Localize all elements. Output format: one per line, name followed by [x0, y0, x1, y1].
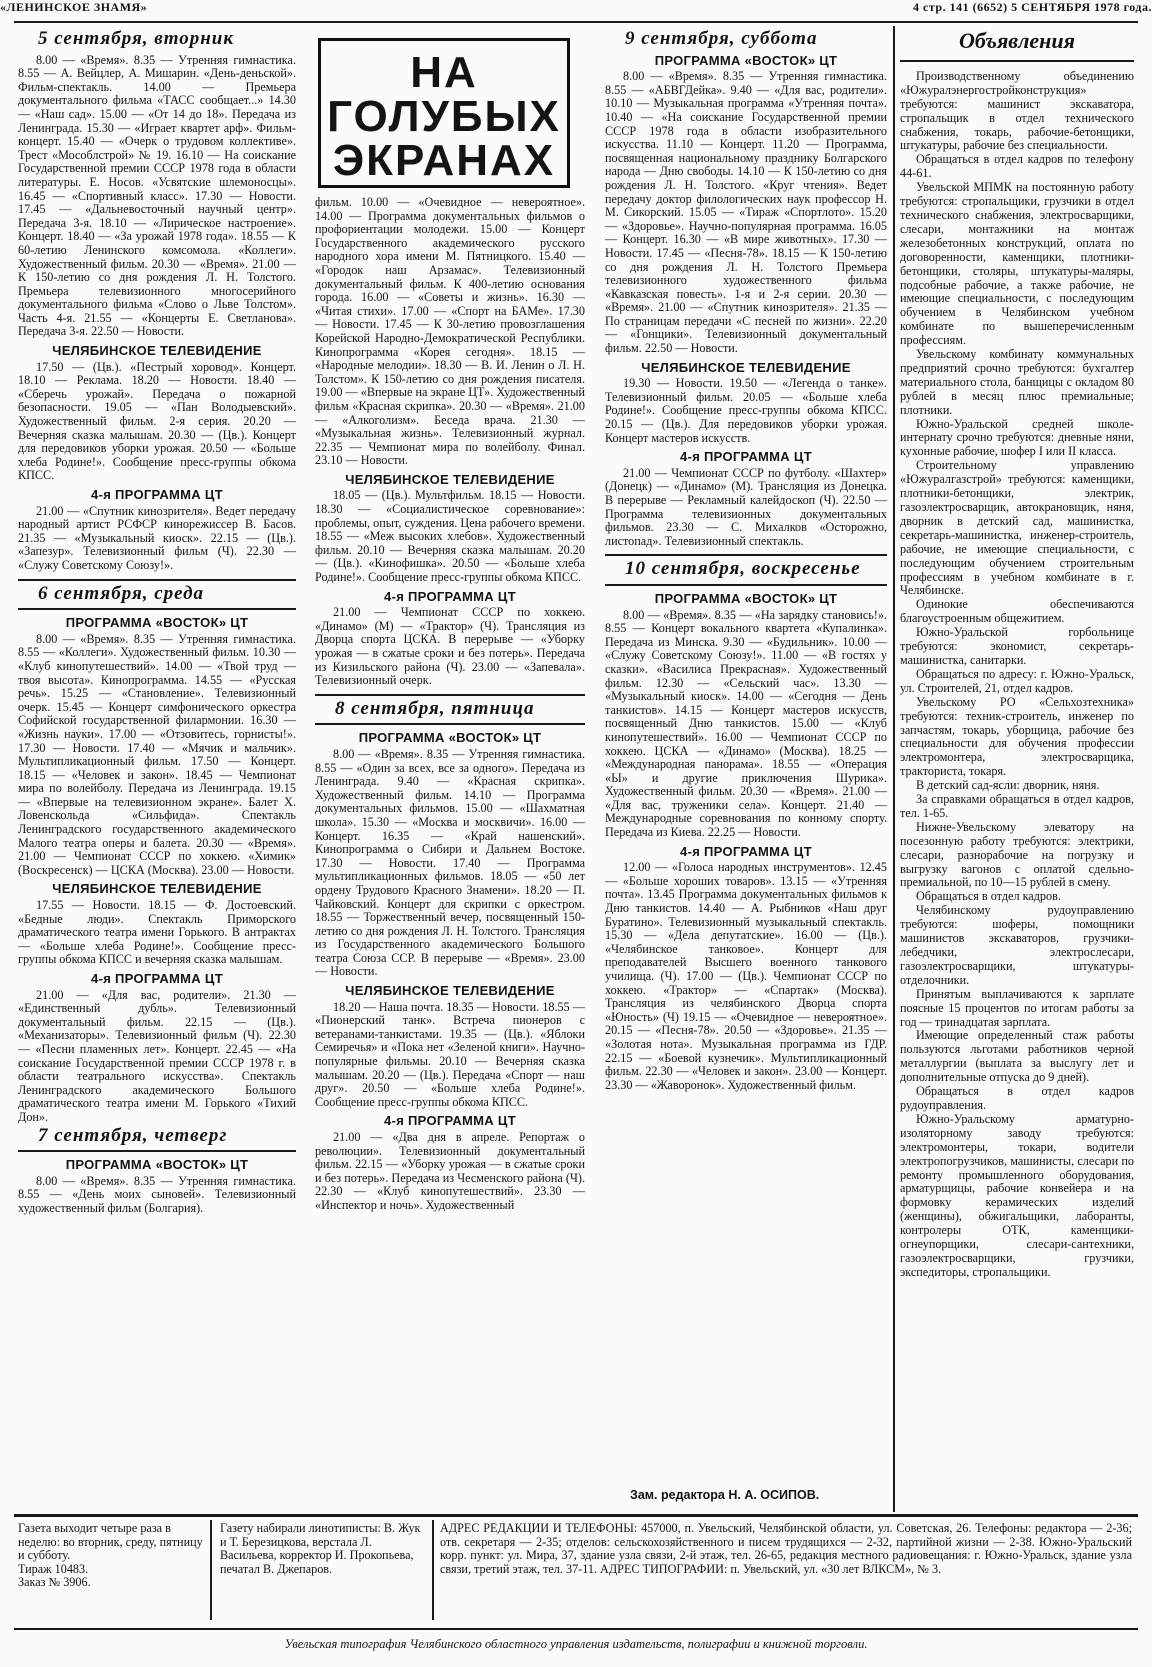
- announcement: Нижне-Увельскому элеватору на посезонную работу требуются: электрики, слесари, разнорабочие на погрузку и выгрузку вагонов с оплатой сдельно-премиальной, по 10—15 рублей в смену.: [900, 819, 1134, 890]
- announcements-title: Объявления: [959, 28, 1075, 53]
- title-line: НА: [410, 48, 478, 97]
- section-divider: [605, 554, 887, 556]
- announcement: Увельской МПМК на постоянную работу требуются: стропальщики, грузчики в отдел технического снабжения, электросварщики, слесари, монтажники на монтаж железобетонных конструкций, оплата по договоренности, каменщики, плотники-бетонщики, столяры, штукатуры-маляры, подсобные рабочие, а также рабочие, не имеющие специальности, с последующим обучением в Челябинском учебном комбинате по вышеперечисленным профессиям.: [900, 180, 1134, 348]
- program-heading: 4-я ПРОГРАММА ЦТ: [680, 843, 812, 859]
- footer-typesetters: Газету набирали линотиписты: В. Жук и Т. Березицкова, верстала Л. Васильева, корректор И. Прокопьева, печатал В. Джепаров.: [220, 1521, 421, 1576]
- program-heading: ПРОГРАММА «ВОСТОК» ЦТ: [654, 590, 838, 606]
- announcement: Принятым выплачиваются к зарплате поясные 15 процентов по итогам работы за год — тринадцатая зарплата.: [900, 986, 1134, 1029]
- announcement: За справками обращаться в отдел кадров, тел. 1-65.: [900, 792, 1134, 820]
- deputy-editor: Зам. редактора Н. А. ОСИПОВ.: [630, 1488, 820, 1502]
- announcement: Обращаться по адресу: г. Южно-Уральск, ул. Строителей, 21, отдел кадров.: [900, 666, 1134, 695]
- program-heading: ЧЕЛЯБИНСКОЕ ТЕЛЕВИДЕНИЕ: [52, 343, 262, 359]
- day-heading-7: 7 сентября, четверг: [38, 1124, 228, 1146]
- program-text: 8.00 — «Время». 8.35 — «На зарядку становись!». 8.55 — Концерт вокального квартета «Купалинка». Передача из Минска. 9.30 — «Будильник». 10.00 — «Служу Советскому Союзу!». 11.00 — «В гостях у сказки». «Василиса Прекрасная». Художественный фильм. 12.30 — «Сельский час». 13.30 — «Музыкальный киоск». 14.00 — «Сегодня — День танкистов». 14.15 — Концерт мастеров искусств, посвященный Дню танкистов. 15.00 — «Клуб кинопутешествий». 16.00 — Чемпионат СССР по хоккею. ЦСКА — «Динамо» (Москва). 18.25 — «Международная панорама». 18.55 — «Операция «Ы» и другие приключения Шурика». Художественный фильм. 20.30 — «Время». 21.00 — «Для вас, труженики села». Концерт. 21.40 — Международные соревнования по конному спорту. Передача из Киева. 22.25 — Новости.: [605, 607, 887, 840]
- announcement: Южно-Уральскому арматурно-изоляторному заводу требуются: электромонтеры, токари, водители электропогрузчиков, машинисты, слесари по ремонту промышленного оборудования, арматурщицы, рабочие конвейера и на формовку керамических изделий (женщины), обжигальщики, лаборанты, контролеры ОТК, каменщики-огнеупорщики, слесари-сантехники, газоэлектросварщики, грузчики, экспедиторы, стропальщики.: [900, 1111, 1134, 1279]
- footer-circulation: [18, 1522, 204, 1590]
- program-heading: 4-я ПРОГРАММА ЦТ: [384, 588, 516, 604]
- announcement: Южно-Уральской средней школе-интернату срочно требуются: дневные няни, кухонные рабочие, шофер I или II класса.: [900, 416, 1134, 459]
- program-text: фильм. 10.00 — «Очевидное — невероятное». 14.00 — Программа документальных фильмов о профориентации молодежи. 15.00 — Концерт Государственного академического русского народного хора имени М. Пятницкого. 15.40 — «Городок наш Арзамас». Телевизионный документальный фильм. К 400-летию основания города. 16.00 — «Советы и жизнь». 16.30 — «Читая стихи». 17.00 — «Спорт на БАМе». 17.30 — Новости. 17.45 — К 30-летию провозглашения Корейской Народно-Демократической Республики. Кинопрограмма «Корея сегодня». 18.15 — «Народные мелодии». 18.30 — В. И. Ленин о Л. Н. Толстом». К 150-летию со дня рождения писателя. 19.00 — «Впервые на экране ЦТ». Художественный фильм «Красная скрипка». 20.30 — «Время». 21.00 — «Алкоголизм». Беседа врача. 21.30 — «Музыкальная жизнь». Телевизионный журнал. 22.35 — Чемпионат мира по волейболу. Финал. 23.10 — Новости.: [315, 196, 585, 468]
- day-heading-10: 10 сентября, воскресенье: [625, 558, 861, 580]
- program-text: 21.00 — «Для вас, родители». 21.30 — «Единственный дубль». Телевизионный документальный фильм. 22.15 — (Цв.). «Механизаторы». Телевизионный фильм (Ч). 22.30 — «Песни пламенных лет». Концерт. 22.45 — «На соискание Государственной премии СССР 1978 г. в области театрального искусства». Спектакль Ленинградского академического Большого драматического театра имени М. Горького «Тихий Дон».: [18, 987, 296, 1124]
- footer-text: Тираж 10483.: [18, 1561, 89, 1576]
- announcement: Строительному управлению «Южуралгазстрой» требуются: каменщики, плотники-бетонщики, электрик, газоэлектросварщик, автокрановщик, няня, дворник в детский сад, машинистка, секретарь-машинистка, инженер-строитель, рабочие, не имеющие специальности, с последующим обучением строительным профессиям в учебном комбинате в г. Челябинске.: [900, 458, 1134, 598]
- day-heading-9: 9 сентября, суббота: [625, 28, 818, 49]
- program-text: 8.00 — «Время». 8.35 — Утренняя гимнастика. 8.55 — «Один за всех, все за одного». Передача из Ленинграда. 9.40 — «Красная скрипка». Художественный фильм. 14.10 — Программа документальных фильмов. 15.00 — «Шахматная школа». 15.30 — «Москва и москвичи». 16.00 — Концерт. 16.35 — «Край нашенский». Кинопрограмма о Сибири и Дальнем Востоке. 17.30 — Новости. 17.40 — Программа мультипликационных фильмов. 18.05 — «50 лет ордену Трудового Красного Знамени». 18.20 — П. Чайковский. Концерт для скрипки с оркестром. 18.55 — Торжественный вечер, посвященный 150-летию со дня рождения Л. Н. Толстого. Трансляция из Государственного академического Большого театра Союза ССР. В перерыве — «Время». 23.00 — Новости.: [315, 746, 585, 979]
- section-divider: [605, 584, 887, 586]
- title-underline: [900, 60, 1134, 62]
- section-divider: [315, 723, 585, 725]
- announcement: Южно-Уральской горбольнице требуются: экономист, секретарь-машинистка, санитарки.: [900, 625, 1134, 667]
- footer-rule: [14, 1628, 1138, 1630]
- section-divider: [18, 608, 296, 610]
- program-heading: ПРОГРАММА «ВОСТОК» ЦТ: [65, 1157, 249, 1173]
- footer-divider: [432, 1520, 434, 1620]
- program-text: 21.00 — «Спутник кинозрителя». Ведет передачу народный артист РСФСР кинорежиссер В. Басов. 21.35 — «Музыкальный киоск». 22.15 — (Цв.). «Запезур». Телевизионный фильм (Ч). 22.30 — «Служу Советскому Союзу!».: [18, 503, 296, 572]
- newspaper-name: «ЛЕНИНСКОЕ ЗНАМЯ»: [0, 0, 148, 14]
- announcement: Производственному объединению «Южуралэнергостройконструкция» требуются: машинист экскаватора, стропальщик в отдел технического снабжения, токарь, рабочие-бетонщики, штукатуры, рабочие без специальности.: [900, 68, 1134, 153]
- program-heading: ЧЕЛЯБИНСКОЕ ТЕЛЕВИДЕНИЕ: [345, 471, 555, 487]
- program-text: 8.00 — «Время». 8.35 — Утренняя гимнастика. 8.55 — «День моих сыновей». Телевизионный художественный фильм (Болгария).: [18, 1173, 296, 1215]
- section-divider: [315, 694, 585, 696]
- program-heading: 4-я ПРОГРАММА ЦТ: [384, 1113, 516, 1129]
- program-heading: ЧЕЛЯБИНСКОЕ ТЕЛЕВИДЕНИЕ: [345, 983, 555, 999]
- column-3: [605, 28, 887, 1480]
- masthead: [0, 0, 1152, 16]
- program-text: 18.05 — (Цв.). Мультфильм. 18.15 — Новости. 18.30 — «Социалистическое соревнование»: проблемы, опыт, суждения. Цена рабочего времени. 18.55 — «Меж высоких хлебов». Художественный фильм. 20.10 — Вечерняя сказка малышам. 20.20 — (Цв.). «Кинофишка». 20.50 — «Больше хлеба Родине!». Сообщение пресс-группы обкома КПСС.: [315, 488, 585, 585]
- program-text: 17.55 — Новости. 18.15 — Ф. Достоевский. «Бедные люди». Спектакль Приморского драматического театра имени Горького. В антрактах — «Больше хлеба Родине!». Сообщение пресс-группы обкома КПСС и вечерняя сказка малышам.: [18, 898, 296, 967]
- footer-divider: [210, 1520, 212, 1620]
- day-heading-6: 6 сентября, среда: [38, 582, 205, 604]
- program-text: 12.00 — «Голоса народных инструментов». 12.45 — «Больше хороших товаров». 13.15 — «Утренняя почта». 13.45 Программа документальных фильмов к Дню танкистов. 14.40 — А. Рыбников «Наш друг Буратино». Телевизионный музыкальный спектакль. 15.30 — «Дела депутатские». 16.00 — (Цв.). «Челябинское танковое». Концерт для преподавателей Высшего военного танкового училища. (Ч). 17.00 — (Цв.). Чемпионат СССР по хоккею. «Трактор» — «Спартак» (Москва). Трансляция из челябинского Дворца спорта «Юность» (Ч) 19.15 — «Очевидное — невероятное». 20.15 — «Песня-78». 20.50 — «Здоровье». 21.35 — «Золотая нота». Музыкальная программа из ГДР. 22.15 — «Боевой кузнечик». Мультипликационный фильм. 22.30 — «Человек и закон». 23.00 — Концерт. 23.30 — «Жаворонок». Художественный фильм.: [605, 860, 887, 1092]
- program-text: 18.20 — Наша почта. 18.35 — Новости. 18.55 — «Пионерский танк». Встреча пионеров с ветеранами-танкистами. 19.35 — (Цв.). «Яблоки Семиречья» и «Пока нет «Зеленой книги». Научно-популярные фильмы. 20.10 — Вечерняя сказка малышам. 20.20 — (Цв.). Передача «Спорт — наш друг». 20.50 — «Больше хлеба Родине!». Сообщение пресс-группы обкома КПСС.: [315, 999, 585, 1109]
- title-line: ЭКРАНАХ: [332, 136, 556, 185]
- announcements: [900, 26, 1134, 1512]
- announcement: Одинокие обеспечиваются благоустроенным общежитием.: [900, 597, 1134, 626]
- program-text: 21.00 — «Два дня в апреле. Репортаж о революции». Телевизионный документальный фильм. 22.15 — «Уборку урожая — в сжатые сроки и без потерь». Передача из Чесменского района (Ч). 22.30 — «Клуб кинопутешествий». 23.30 — «Инспектор и ночь». Художественный: [315, 1130, 585, 1212]
- footer-address: АДРЕС РЕДАКЦИИ И ТЕЛЕФОНЫ: 457000, п. Увельский, Челябинской области, ул. Советская, 26. Телефоны: редактора — 2-36; отв. секретаря — 2-35; отделов: сельскохозяйственного и писем трудящихся — 2-32, партийной жизни — 2-38. Южно-Уральский корр. пункт: ул. Мира, 37, здание узла связи, 2-й этаж, тел. 26-65, редакция местного радиовещания: г. Южно-Уральск, здание узла связи, третий этаж, тел. 37-11. АДРЕС ТИПОГРАФИИ: п. Увельский, ул. «30 лет ВЛКСМ», № 3.: [440, 1521, 1132, 1576]
- program-heading: ПРОГРАММА «ВОСТОК» ЦТ: [654, 52, 838, 68]
- footer-text: Газета выходит четыре раза в неделю: во вторник, среду, пятницу и субботу.: [18, 1521, 203, 1563]
- program-text: 21.00 — Чемпионат СССР по хоккею. «Динамо» (М) — «Трактор» (Ч). Трансляция из Дворца спорта ЦСКА. В перерыве — «Уборку урожая — в сжатые сроки и без потерь». Передача из Кизильского района (Ч). 23.00 — «Запевала». Телевизионный очерк.: [315, 605, 585, 688]
- printing-house: Увельская типография Челябинского областного управления издательств, полиграфии и книжной торговли.: [284, 1637, 868, 1651]
- announcement: Обращаться в отдел кадров.: [916, 889, 1061, 904]
- program-text: 8.00 — «Время». 8.35 — Утренняя гимнастика. 8.55 — «АБВГДейка». 9.40 — «Для вас, родители». 10.10 — Музыкальная программа «Утренняя почта». 10.40 — «На соискание Государственной премии СССР 1978 года в области изобразительного искусства. 11.10 — Концерт. 11.20 — Программа, посвященная национальному празднику Болгарского народа — Дню свободы. 14.10 — К 150-летию со дня рождения Л. Н. Толстого. «Круг чтения». Ведет передачу доктор филологических наук профессор Н. М. Сикорский. 15.05 — «Тираж «Спортлото». 15.20 — «Здоровье». Научно-популярная программа. 16.05 — Концерт. 16.30 — «В мире животных». 17.30 — Новости. 17.45 — «Песня-78». 18.15 — К 150-летию со дня рождения Л. Н. Толстого Премьера телевизионного художественного фильма «Кавказская повесть». 1-я и 2-я серии. 20.30 — «Время». 21.00 — «Спутник кинозрителя». 21.35 — По страницам передачи «С песней по жизни». 22.20 — «Гонщики». Телевизионный документальный фильм. 22.50 — Новости.: [605, 69, 887, 356]
- masthead-rule: [14, 21, 1138, 23]
- column-1: [18, 28, 296, 1476]
- column-2: [315, 196, 585, 1478]
- program-text: 8.00 — «Время». 8.35 — Утренняя гимнастика. 8.55 — А. Вейцлер, А. Мишарин. «День-деньской». Фильм-спектакль. 14.00 — Премьера документального фильма «ТАСС сообщает...» 14.30 — «Наш сад». 15.00 — «От 14 до 18». Передача из Ленинграда. 15.30 — «Играет квартет арф». Фильм-концерт. 15.40 — «Очерк о трудовом коллективе». Трест «Мособлстрой» № 19. 16.10 — На соискание Государственной премии СССР 1978 года в области литературы. Е. Носов. «Усвятские шлемоносцы». 16.45 — «Спортивный класс». 17.30 — Новости. 17.45 — «Дальневосточный научный центр». Передача 3-я. 18.10 — «Лирическое настроение». Концерт. 18.40 — «За урожай 1978 года». 18.55 — К 60-летию Ленинского комсомола. «Коллеги». Художественный фильм. 20.30 — «Время». 21.00 — К 150-летию со дня рождения Л. Н. Толстого. Премьера телевизионного многосерийного документального фильма «Слово о Льве Толстом». Часть 4-я. 21.55 — «Концерты Е. Светланова». Передача 3-я. 22.50 — Новости.: [18, 52, 296, 339]
- announcement: Увельскому РО «Сельхозтехника» требуются: техник-строитель, инженер по запчастям, токарь, уборщица, рабочие без специальности для обучения профессии электромонтера, электросварщика, тракториста, токаря.: [900, 694, 1134, 779]
- announcement: Увельскому комбинату коммунальных предприятий срочно требуются: бухгалтер материального стола, банщицы с окладом 80 рублей в месяц плюс премиальные; плотники.: [900, 347, 1134, 417]
- day-heading-8: 8 сентября, пятница: [335, 697, 535, 719]
- footer-rule: [14, 1514, 1138, 1517]
- announcement: Обращаться в отдел кадров по телефону 44-61.: [900, 152, 1134, 181]
- announcement: В детский сад-ясли: дворник, няня.: [916, 778, 1100, 793]
- issue-info: 4 стр. 141 (6652) 5 СЕНТЯБРЯ 1978 года.: [913, 0, 1152, 14]
- program-text: 17.50 — (Цв.). «Пестрый хоровод». Концерт. 18.10 — Реклама. 18.20 — Новости. 18.40 — «Сберечь урожай». Передача о пожарной безопасности. 19.05 — «Пан Володыевский». Художественный фильм. 2-я серия. 20.20 — Вечерняя сказка малышам. 20.30 — (Цв.). Концерт для передовиков уборки урожая. 20.50 — «Больше хлеба Родине!». Сообщение пресс-группы обкома КПСС.: [18, 359, 296, 483]
- program-text: 19.30 — Новости. 19.50 — «Легенда о танке». Телевизионный фильм. 20.05 — «Больше хлеба Родине!». Сообщение пресс-группы обкома КПСС. 20.15 — (Цв.). Для передовиков уборки урожая. Концерт мастеров искусств.: [605, 376, 887, 445]
- announcement: Имеющие определенный стаж работы пользуются льготами работников черной металлургии (выплата за выслугу лет и дополнительные отпуска до 9 дней).: [900, 1028, 1134, 1085]
- program-heading: ПРОГРАММА «ВОСТОК» ЦТ: [65, 615, 249, 631]
- section-divider: [18, 579, 296, 581]
- column-divider: [893, 26, 895, 1512]
- program-heading: ЧЕЛЯБИНСКОЕ ТЕЛЕВИДЕНИЕ: [641, 359, 851, 375]
- program-text: 21.00 — Чемпионат СССР по футболу. «Шахтер» (Донецк) — «Динамо» (М). Трансляция из Донецка. В перерыве — Рекламный калейдоскоп (Ч). 22.50 — Программа телевизионных документальных фильмов. 23.30 — С. Михалков «Осторожно, листопад». Телевизионный спектакль.: [605, 465, 887, 548]
- program-heading: ПРОГРАММА «ВОСТОК» ЦТ: [358, 730, 542, 746]
- program-text: 8.00 — «Время». 8.35 — Утренняя гимнастика. 8.55 — «Коллеги». Художественный фильм. 10.30 — «Клуб кинопутешествий». 14.00 — «Твой труд — твоя высота». Кинопрограмма. 14.55 — «Русская речь». 15.25 — «Становление». Телевизионный очерк. 15.45 — Концерт симфонического оркестра Софийской государственной филармонии. 16.30 — «Жизнь науки». 17.00 — «Отзовитесь, горнисты!». 17.30 — Новости. 17.40 — «Мячик и мальчик». Мультипликационный фильм. 17.50 — Концерт. 18.15 — «Человек и закон». 18.45 — Чемпионат мира по волейболу. Передача из Ленинграда. 19.15 — «Впервые на телевизионном экране». Балет Х. Ловенскольда «Сильфида». Спектакль Ленинградского государственного академического Малого театра оперы и балета. 20.30 — «Время». 21.00 — Чемпионат СССР по хоккею. «Химик» (Воскресенск) — ЦСКА (Москва). 23.00 — Новости.: [18, 631, 296, 877]
- title-line: ГОЛУБЫХ: [327, 92, 561, 141]
- program-heading: 4-я ПРОГРАММА ЦТ: [91, 487, 223, 502]
- program-heading: 4-я ПРОГРАММА ЦТ: [680, 449, 812, 465]
- announcement: Обращаться в отдел кадров рудоуправления.: [900, 1084, 1134, 1112]
- announcement: Челябинскому рудоуправлению требуются: шоферы, помощники машинистов экскаваторов, грузчики-лебедчики, электрослесари, газоэлектросварщики, штукатуры-отделочники.: [900, 903, 1134, 987]
- footer-text: Заказ № 3906.: [18, 1575, 91, 1590]
- day-heading-5: 5 сентября, вторник: [38, 28, 234, 49]
- title-box: [318, 38, 570, 188]
- program-heading: ЧЕЛЯБИНСКОЕ ТЕЛЕВИДЕНИЕ: [52, 881, 262, 897]
- program-heading: 4-я ПРОГРАММА ЦТ: [91, 971, 223, 986]
- section-divider: [18, 1150, 296, 1152]
